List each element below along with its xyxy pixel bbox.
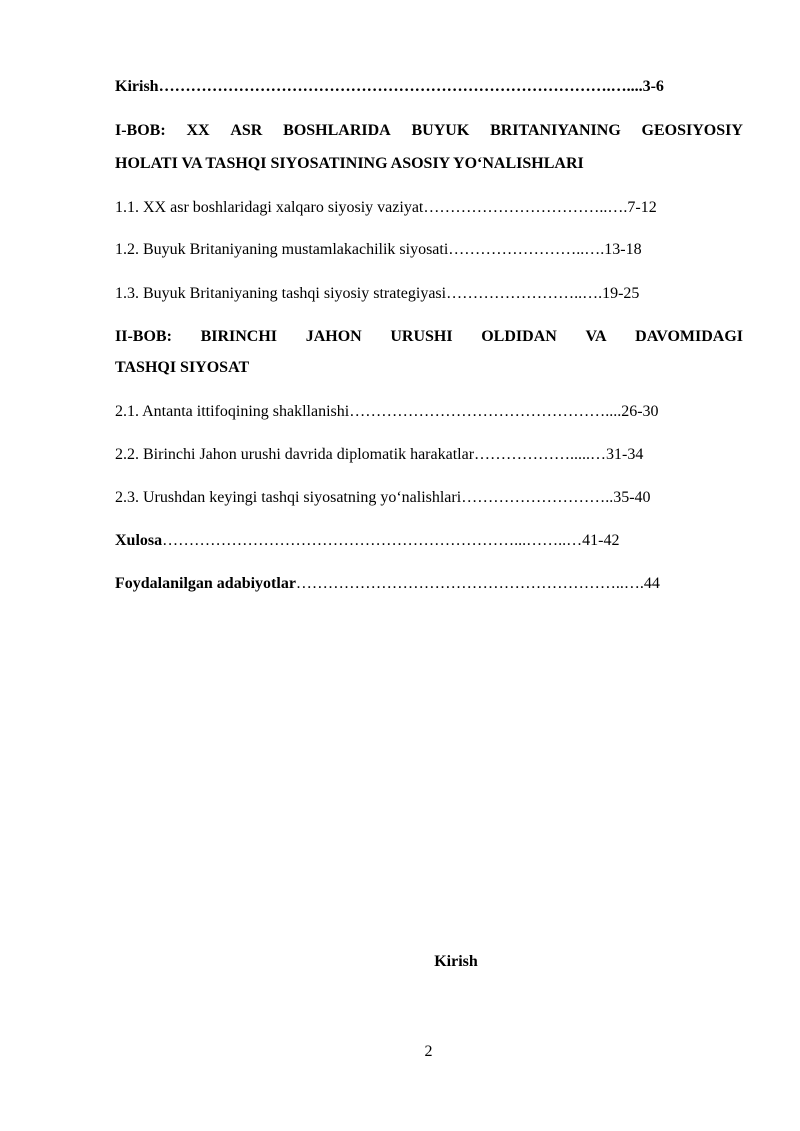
toc-section-text: 2.3. Urushdan keyingi tashqi siyosatning yo‘nalishlari — [115, 489, 462, 506]
chapter-2-word: II-BOB: — [115, 328, 172, 345]
toc-entry-1-2[interactable] — [115, 240, 642, 260]
toc-entry-1-3[interactable] — [115, 284, 639, 304]
chapter-2-word: BIRINCHI — [200, 328, 278, 345]
toc-conclusion-dots: …………………………………………………………...……..… — [162, 532, 583, 549]
toc-section-text: 1.1. XX asr boshlaridagi xalqaro siyosiy vaziyat — [115, 199, 424, 216]
section-heading-kirish: Kirish — [434, 953, 478, 970]
toc-entry-2-3[interactable] — [115, 488, 651, 508]
toc-section-dots: ………………………………………… — [349, 403, 606, 420]
page-number: 2 — [424, 1043, 433, 1060]
toc-conclusion-title: Xulosa — [115, 532, 163, 549]
toc-section-text: 1.3. Buyuk Britaniyaning tashqi siyosiy strategiyasi — [115, 285, 447, 302]
chapter-2-word: URUSHI — [390, 328, 453, 345]
chapter-2-title-line-2: TASHQI SIYOSAT — [115, 359, 250, 376]
toc-section-dots: ……………….....… — [474, 446, 607, 463]
toc-section-dots: ……………………..… — [446, 285, 599, 302]
toc-section-pages: .13-18 — [600, 241, 642, 258]
toc-section-dots: ……………………… — [461, 489, 606, 506]
chapter-1-word: XX — [186, 122, 210, 139]
toc-intro-pages: ....3-6 — [626, 78, 664, 95]
toc-references-title: Foydalanilgan adabiyotlar — [115, 575, 296, 592]
toc-conclusion-pages: 41-42 — [582, 532, 620, 549]
toc-references-dots: ……………………………………………………..… — [295, 575, 640, 592]
toc-section-text: 2.2. Birinchi Jahon urushi davrida diplomatik harakatlar — [115, 446, 475, 463]
toc-section-pages: 31-34 — [606, 446, 644, 463]
chapter-2-word: JAHON — [305, 328, 362, 345]
chapter-2-word: OLDIDAN — [481, 328, 557, 345]
chapter-1-word: I-BOB: — [115, 122, 166, 139]
toc-section-text: 2.1. Antanta ittifoqining shakllanishi — [115, 403, 350, 420]
toc-intro-title: Kirish — [115, 78, 159, 95]
chapter-1-title-line-2: HOLATI VA TASHQI SIYOSATINING ASOSIY YO‘NALISHLARI — [115, 155, 584, 172]
chapter-1-title-line-1 — [115, 121, 743, 141]
chapter-1-word: ASR — [230, 122, 263, 139]
toc-references-pages: .44 — [639, 575, 660, 592]
toc-entry-2-2[interactable] — [115, 445, 643, 465]
toc-section-pages: .7-12 — [623, 199, 657, 216]
toc-intro-dots: ………………………………………………………………………….… — [158, 78, 627, 95]
toc-chapter-1[interactable] — [115, 121, 743, 174]
toc-entry-conclusion[interactable] — [115, 531, 619, 551]
chapter-2-word: VA — [585, 328, 607, 345]
toc-section-pages: ..35-40 — [605, 489, 651, 506]
toc-entry-intro[interactable] — [115, 77, 664, 97]
chapter-1-word: BUYUK — [411, 122, 470, 139]
toc-section-dots: ……………………..… — [448, 241, 601, 258]
toc-section-pages: .19-25 — [598, 285, 640, 302]
chapter-1-word: BRITANIYANING — [490, 122, 621, 139]
toc-section-pages: ....26-30 — [605, 403, 659, 420]
toc-entry-1-1[interactable] — [115, 198, 657, 218]
chapter-2-word: DAVOMIDAGI — [635, 328, 743, 345]
chapter-1-word: GEOSIYOSIY — [641, 122, 743, 139]
toc-section-dots: ……………………………..… — [423, 199, 624, 216]
toc-entry-references[interactable] — [115, 574, 660, 594]
toc-chapter-2[interactable] — [115, 327, 743, 378]
chapter-1-word: BOSHLARIDA — [283, 122, 391, 139]
toc-entry-2-1[interactable] — [115, 402, 659, 422]
toc-section-text: 1.2. Buyuk Britaniyaning mustamlakachilik siyosati — [115, 241, 449, 258]
chapter-2-title-line-1 — [115, 327, 743, 347]
